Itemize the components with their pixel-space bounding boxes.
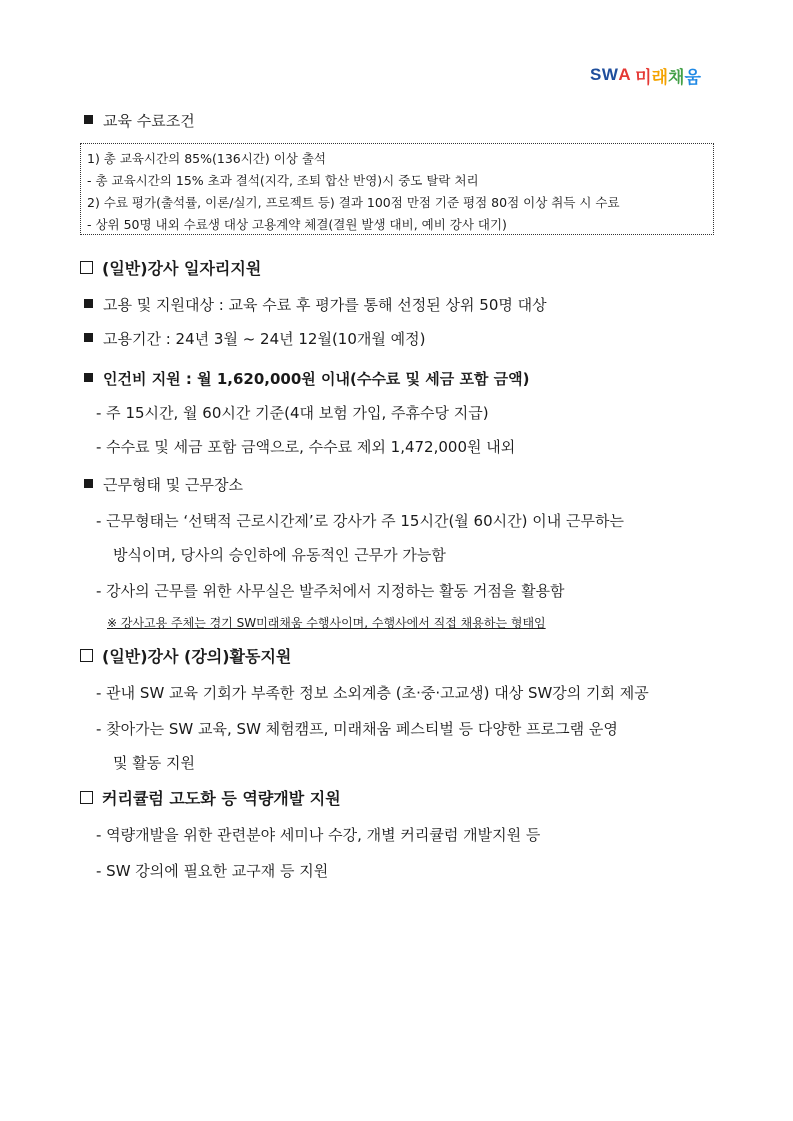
logo-char-4: 움 [684,67,701,88]
completion-title [84,110,195,131]
bullet-square-icon [84,479,93,488]
logo-char-1: 미 [635,67,652,88]
jobs-period [84,328,425,349]
completion-line-1: 1) 총 교육시간의 85%(136시간) 이상 출석 [87,151,326,166]
completion-line-4: - 상위 50명 내외 수료생 대상 고용계약 체결(결원 발생 대비, 예비 강사 대기) [87,217,507,232]
logo-korean-text [635,63,701,88]
jobs-period-text: 고용기간 : 24년 3월 ~ 24년 12월(10개월 예정) [103,330,426,348]
jobs-work-detail-1b: 방식이며, 당사의 승인하에 유동적인 근무가 가능함 [113,546,446,564]
jobs-salary-detail-1: - 주 15시간, 월 60시간 기준(4대 보험 가입, 주휴수당 지급) [96,404,489,422]
logo-sw-text: SW [590,65,619,84]
logo-sw-mark: A [618,65,632,84]
curriculum-heading-text: 커리큘럼 고도화 등 역량개발 지원 [102,789,341,808]
activities-heading [80,644,291,667]
jobs-salary-detail-2: - 수수료 및 세금 포함 금액으로, 수수료 제외 1,472,000원 내외 [96,438,516,456]
bullet-square-icon [84,299,93,308]
jobs-note: ※ 강사고용 주체는 경기 SW미래채움 수행사이며, 수행사에서 직접 채용하는 형태임 [107,616,546,630]
activities-item-2b: 및 활동 지원 [113,754,195,772]
jobs-target-text: 고용 및 지원대상 : 교육 수료 후 평가를 통해 선정된 상위 50명 대상 [103,296,547,314]
completion-title-text: 교육 수료조건 [103,112,195,130]
checkbox-square-icon [80,791,93,804]
jobs-salary [84,368,529,389]
jobs-target [84,294,547,315]
logo-char-3: 채 [668,67,685,88]
activities-heading-text: (일반)강사 (강의)활동지원 [102,647,292,666]
jobs-heading [80,256,261,279]
completion-box [80,143,714,235]
completion-line-3: 2) 수료 평가(출석률, 이론/실기, 프로젝트 등) 결과 100점 만점 기준 평점 80점 이상 취득 시 수료 [87,195,620,210]
curriculum-heading [80,786,341,809]
bullet-square-icon [84,333,93,342]
jobs-work-detail-1a: - 근무형태는 ‘선택적 근로시간제’로 강사가 주 15시간(월 60시간) 이내 근무하는 [96,512,624,530]
curriculum-item-1: - 역량개발을 위한 관련분야 세미나 수강, 개별 커리큘럼 개발지원 등 [96,826,541,844]
jobs-work-text: 근무형태 및 근무장소 [103,476,243,494]
checkbox-square-icon [80,649,93,662]
completion-line-2: - 총 교육시간의 15% 초과 결석(지각, 조퇴 합산 반영)시 중도 탈락 처리 [87,173,479,188]
bullet-square-icon [84,115,93,124]
jobs-heading-text: (일반)강사 일자리지원 [102,259,262,278]
jobs-work [84,474,243,495]
checkbox-square-icon [80,261,93,274]
jobs-work-detail-2: - 강사의 근무를 위한 사무실은 발주처에서 지정하는 활동 거점을 활용함 [96,582,565,600]
logo-char-2: 래 [651,67,669,88]
activities-item-2a: - 찾아가는 SW 교육, SW 체험캠프, 미래채움 페스티벌 등 다양한 프로그램 운영 [96,720,618,738]
activities-item-1: - 관내 SW 교육 기회가 부족한 정보 소외계층 (초·중·고교생) 대상 SW강의 기회 제공 [96,684,649,702]
logo [590,64,701,86]
curriculum-item-2: - SW 강의에 필요한 교구재 등 지원 [96,862,329,880]
jobs-salary-text: 인건비 지원 : 월 1,620,000원 이내(수수료 및 세금 포함 금액) [103,370,530,388]
bullet-square-icon [84,373,93,382]
